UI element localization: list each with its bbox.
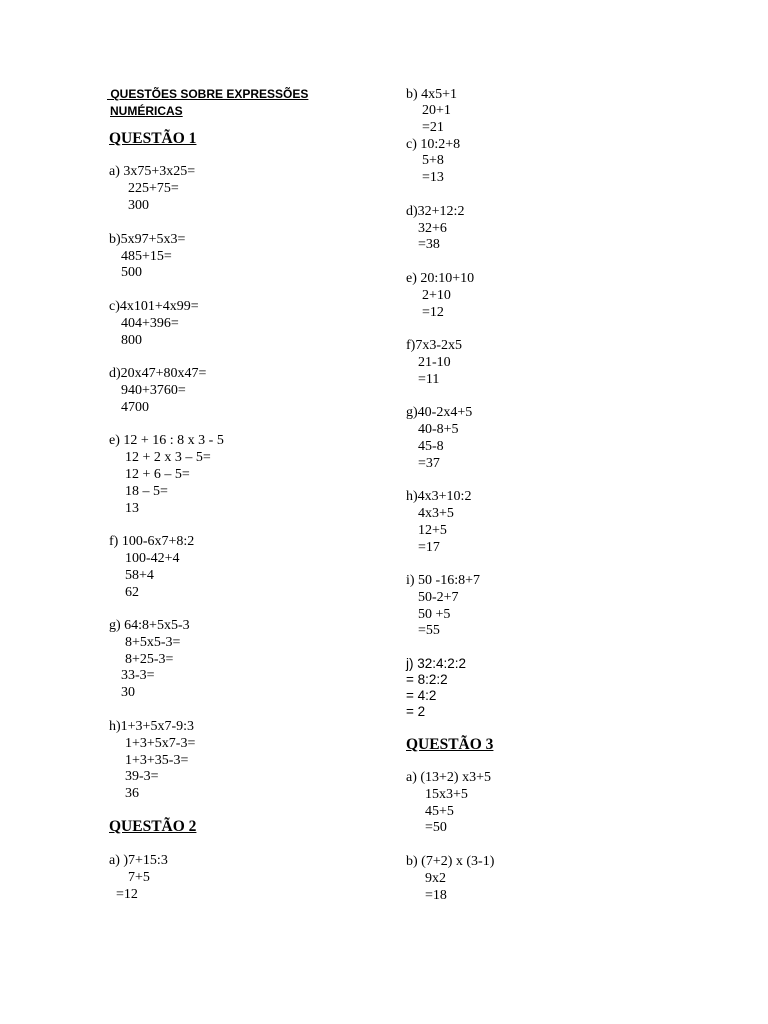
expression-line: =11 bbox=[418, 372, 440, 387]
expression-line: 58+4 bbox=[125, 568, 154, 583]
expression-line: 4x3+5 bbox=[418, 506, 454, 521]
expression-line: b) 4x5+1 bbox=[406, 87, 458, 102]
expression-line: 36 bbox=[125, 786, 139, 801]
expression-line: f)7x3-2x5 bbox=[406, 338, 462, 353]
expression-line: 50-2+7 bbox=[418, 590, 459, 605]
expression-line: i) 50 -16:8+7 bbox=[406, 573, 480, 588]
expression-line: 12 + 2 x 3 – 5= bbox=[125, 450, 211, 465]
expression-line: =18 bbox=[425, 888, 447, 903]
expression-line: b)5x97+5x3= bbox=[109, 232, 186, 247]
expression-line: a) (13+2) x3+5 bbox=[406, 770, 491, 785]
expression-line: 1+3+5x7-3= bbox=[125, 736, 196, 751]
expression-line: 500 bbox=[121, 265, 142, 280]
expression-line: 300 bbox=[128, 198, 149, 213]
expression-line: e) 12 + 16 : 8 x 3 - 5 bbox=[109, 433, 224, 448]
expression-line: d)32+12:2 bbox=[406, 204, 465, 219]
expression-line: 12+5 bbox=[418, 523, 447, 538]
expression-line: h)1+3+5x7-9:3 bbox=[109, 719, 195, 734]
expression-line: j) 32:4:2:2 bbox=[406, 656, 467, 671]
expression-line: 4700 bbox=[121, 400, 149, 415]
expression-line: 12 + 6 – 5= bbox=[125, 467, 190, 482]
expression-line: 20+1 bbox=[422, 103, 451, 118]
expression-line: =37 bbox=[418, 456, 440, 471]
expression-line: 800 bbox=[121, 333, 142, 348]
expression-line: 40-8+5 bbox=[418, 422, 459, 437]
expression-line: c)4x101+4x99= bbox=[109, 299, 199, 314]
expression-line: =12 bbox=[422, 305, 444, 320]
expression-line: 2+10 bbox=[422, 288, 451, 303]
expression-line: 39-3= bbox=[125, 769, 159, 784]
expression-line: 45+5 bbox=[425, 804, 454, 819]
expression-line: 45-8 bbox=[418, 439, 444, 454]
expression-line: =21 bbox=[422, 120, 444, 135]
expression-line: 32+6 bbox=[418, 221, 447, 236]
expression-line: 18 – 5= bbox=[125, 484, 168, 499]
expression-line: = 8:2:2 bbox=[406, 672, 448, 687]
expression-line: 225+75= bbox=[128, 181, 179, 196]
expression-line: 404+396= bbox=[121, 316, 179, 331]
question-2-heading: QUESTÃO 2 bbox=[109, 818, 197, 835]
expression-line: 50 +5 bbox=[418, 607, 451, 622]
expression-line: = 4:2 bbox=[406, 688, 437, 703]
expression-line: f) 100-6x7+8:2 bbox=[109, 534, 195, 549]
expression-line: c) 10:2+8 bbox=[406, 137, 461, 152]
expression-line: 5+8 bbox=[422, 153, 444, 168]
expression-line: =17 bbox=[418, 540, 440, 555]
expression-line: 30 bbox=[121, 685, 135, 700]
expression-line: = 2 bbox=[406, 704, 426, 719]
expression-line: a) )7+15:3 bbox=[109, 853, 168, 868]
expression-line: g) 64:8+5x5-3 bbox=[109, 618, 190, 633]
document-title-line2: NUMÉRICAS bbox=[110, 104, 183, 118]
expression-line: e) 20:10+10 bbox=[406, 271, 475, 286]
expression-line: 15x3+5 bbox=[425, 787, 468, 802]
expression-line: 8+25-3= bbox=[125, 652, 174, 667]
expression-line: 13 bbox=[125, 501, 139, 516]
expression-line: 62 bbox=[125, 585, 139, 600]
expression-line: a) 3x75+3x25= bbox=[109, 164, 196, 179]
document-title-line1: QUESTÕES SOBRE EXPRESSÕES bbox=[107, 87, 309, 101]
expression-line: 33-3= bbox=[121, 668, 155, 683]
expression-line: =38 bbox=[418, 237, 440, 252]
expression-line: 7+5 bbox=[128, 870, 150, 885]
expression-line: 100-42+4 bbox=[125, 551, 180, 566]
question-1-heading: QUESTÃO 1 bbox=[109, 130, 197, 147]
expression-line: =12 bbox=[116, 887, 138, 902]
expression-line: =13 bbox=[422, 170, 444, 185]
question-3-heading: QUESTÃO 3 bbox=[406, 736, 494, 753]
expression-line: 9x2 bbox=[425, 871, 446, 886]
expression-line: d)20x47+80x47= bbox=[109, 366, 207, 381]
expression-line: 485+15= bbox=[121, 249, 172, 264]
expression-line: =50 bbox=[425, 820, 447, 835]
expression-line: b) (7+2) x (3-1) bbox=[406, 854, 495, 869]
expression-line: 1+3+35-3= bbox=[125, 753, 189, 768]
expression-line: 21-10 bbox=[418, 355, 451, 370]
expression-line: =55 bbox=[418, 623, 440, 638]
expression-line: 8+5x5-3= bbox=[125, 635, 181, 650]
expression-line: g)40-2x4+5 bbox=[406, 405, 473, 420]
expression-line: 940+3760= bbox=[121, 383, 186, 398]
expression-line: h)4x3+10:2 bbox=[406, 489, 472, 504]
